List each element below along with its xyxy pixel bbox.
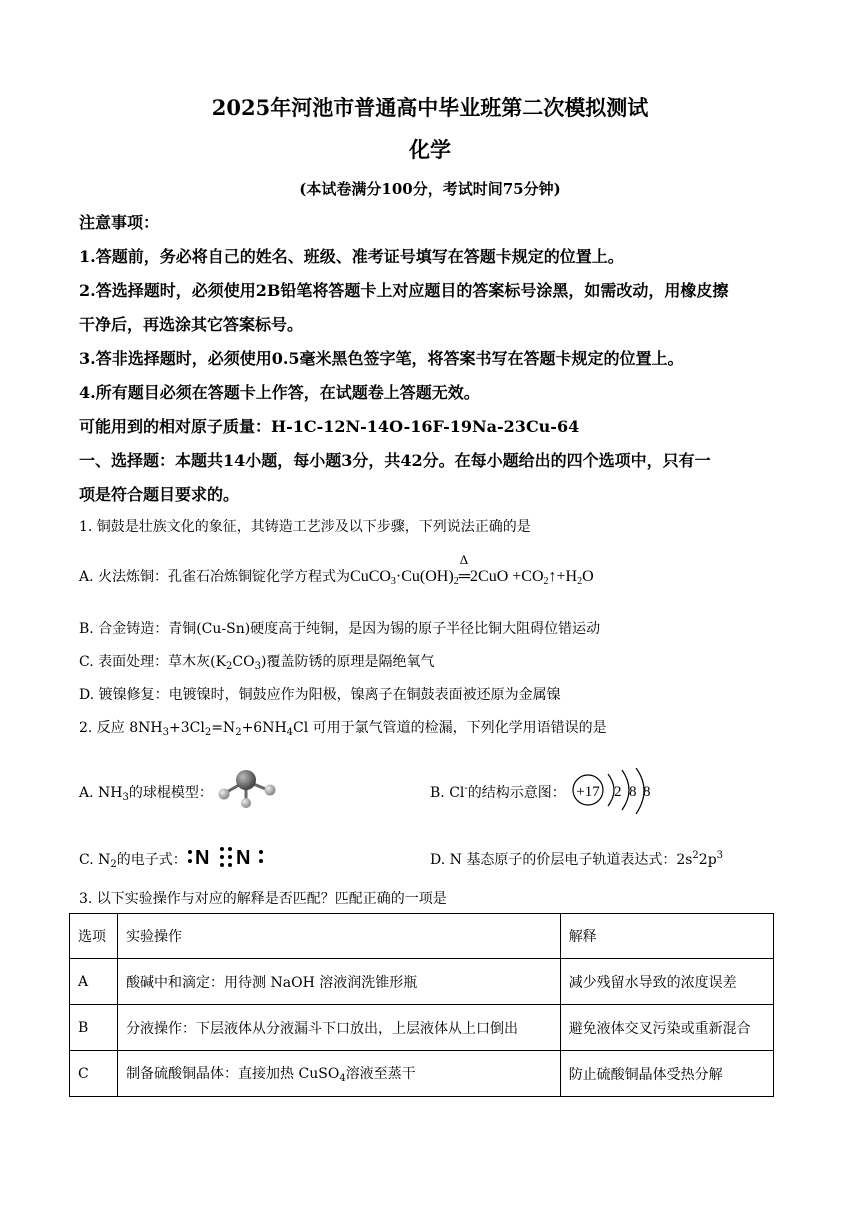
table-cell-option: C (70, 1051, 118, 1097)
shell-electrons-1: 2 (614, 784, 622, 800)
q1-option-d: D. 镀镍修复：电镀镍时，铜鼓应作为阳极，镍离子在铜鼓表面被还原为金属镍 (79, 687, 561, 703)
n-atom-right: N (236, 847, 251, 869)
cl-ion-structure-diagram (568, 768, 664, 816)
table-header-option: 选项 (70, 914, 118, 959)
atomic-mass-line: 可能用到的相对原子质量：H-1C-12N-14O-16F-19Na-23Cu-64 (79, 417, 580, 436)
table-cell-explanation: 避免液体交叉污染或重新混合 (560, 1005, 773, 1051)
table-cell-operation: 分液操作：下层液体从分液漏斗下口放出，上层液体从上口倒出 (118, 1005, 561, 1051)
q3-stem: 3. 以下实验操作与对应的解释是否匹配？匹配正确的一项是 (79, 891, 447, 907)
q2-option-a: A. $NH_3$的球棍模型： (79, 785, 213, 803)
nh3-ball-stick-model (216, 766, 280, 808)
table-header-row (70, 914, 774, 959)
notice-item-4: 4.所有题目必须在答题卡上作答，在试题卷上答题无效。 (79, 383, 480, 402)
section-1-heading: 一、选择题：本题共14小题，每小题3分，共42分。在每小题给出的四个选项中，只有一 (79, 451, 711, 470)
table-header-explanation: 解释 (560, 914, 773, 959)
notice-item-2-cont: 干净后，再选涂其它答案标号。 (79, 315, 304, 334)
section-1-heading-cont: 项是符合题目要求的。 (79, 485, 240, 504)
q2-option-b: B. Cl-的结构示意图： (430, 783, 566, 801)
n2-electron-formula (186, 842, 270, 872)
notice-heading: 注意事项： (79, 213, 160, 232)
subject-title: 化学 (409, 137, 451, 162)
q1-option-b: B. 合金铸造：青铜(Cu-Sn)硬度高于纯铜，是因为锡的原子半径比铜大阻碍位错运动 (79, 621, 601, 637)
q1-option-a-text: A. 火法炼铜：孔雀石冶炼铜锭化学方程式为 (79, 569, 351, 585)
nucleus-charge: +17 (576, 784, 600, 800)
table-cell-explanation: 防止硫酸铜晶体受热分解 (560, 1051, 773, 1097)
notice-item-2: 2.答选择题时，必须使用2B铅笔将答题卡上对应题目的答案标号涂黑，如需改动，用橡皮擦 (79, 281, 729, 300)
q2-stem: 2. 反应 $8NH_3+3Cl_2=N_2+6NH_4Cl$ 可用于氯气管道的检漏，下列化学用语错误的是 (79, 720, 607, 738)
q2-option-c: C. $N_2$的电子式： (79, 852, 187, 870)
q1-option-a (79, 552, 594, 587)
table-cell-operation: 制备硫酸铜晶体：直接加热 CuSO$_4$溶液至蒸干 (118, 1051, 561, 1097)
table-cell-option: B (70, 1005, 118, 1051)
shell-arc-2 (622, 770, 629, 810)
table-row (70, 959, 774, 1005)
q1-option-c: C. 表面处理：草木灰$(K_2CO_3)$覆盖防锈的原理是隔绝氧气 (79, 654, 435, 672)
q1-stem: 1. 铜鼓是壮族文化的象征，其铸造工艺涉及以下步骤，下列说法正确的是 (79, 519, 531, 535)
table-cell-option: A (70, 959, 118, 1005)
n-atom-left: N (195, 847, 210, 869)
table-row (70, 1005, 774, 1051)
q3-table (69, 913, 774, 1097)
notice-item-1: 1.答题前，务必将自己的姓名、班级、准考证号填写在答题卡规定的位置上。 (79, 247, 624, 266)
shell-electrons-3: 8 (643, 784, 651, 800)
notice-item-3: 3.答非选择题时，必须使用0.5毫米黑色签字笔，将答案书写在答题卡规定的位置上。 (79, 349, 684, 368)
table-cell-explanation: 减少残留水导致的浓度误差 (560, 959, 773, 1005)
exam-meta: (本试卷满分100分，考试时间75分钟) (299, 180, 561, 198)
table-header-operation: 实验操作 (118, 914, 561, 959)
shell-electrons-2: 8 (629, 784, 637, 800)
q2-option-d: D. N 基态原子的价层电子轨道表达式：$2s^22p^3$ (430, 850, 724, 868)
q1-equation: $CuCO_3\cdot Cu(OH)_2$ Δ ═2CuO $+CO_2↑+H_2O$ (350, 552, 594, 587)
table-cell-operation: 酸碱中和滴定：用待测 NaOH 溶液润洗锥形瓶 (118, 959, 561, 1005)
table-row (70, 1051, 774, 1097)
exam-title: 2025年河池市普通高中毕业班第二次模拟测试 (211, 95, 649, 120)
